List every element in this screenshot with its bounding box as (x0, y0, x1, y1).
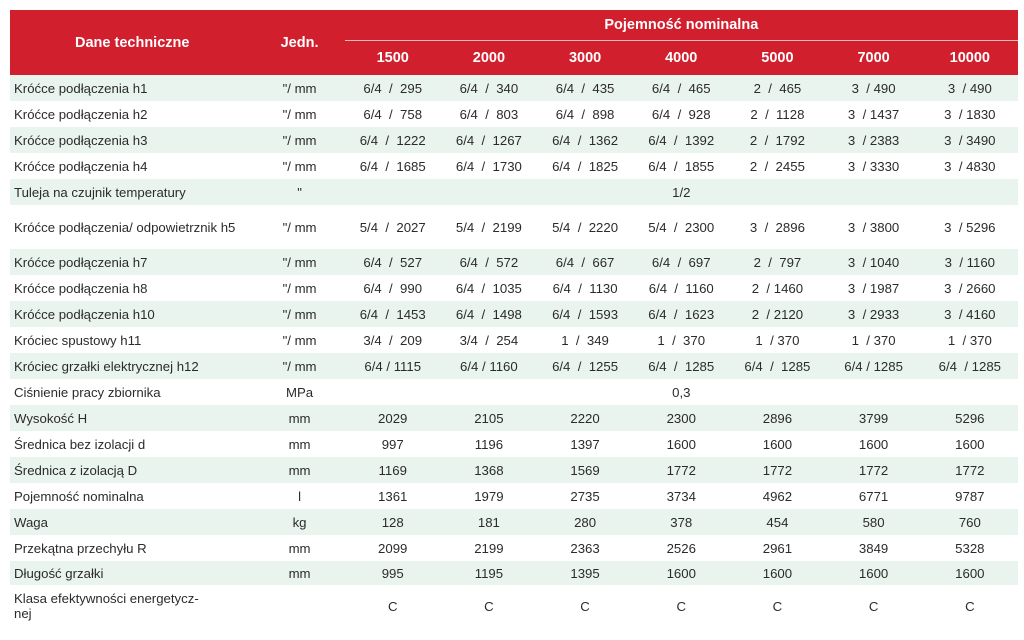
row-parameter: Tuleja na czujnik temperatury (10, 179, 254, 205)
row-value: 2526 (666, 540, 696, 556)
table-header (10, 10, 1018, 75)
row-value: 3734 (666, 488, 696, 504)
table-row (10, 327, 1018, 353)
row-value: 760 (922, 509, 1018, 535)
row-value: 1600 (955, 436, 985, 452)
row-parameter: Klasa efektywności energetycz- nej (14, 591, 199, 621)
row-value: 6/4 / 803 (459, 106, 519, 122)
row-value: 1361 (378, 488, 408, 504)
row-value: 3 / 4160 (922, 301, 1018, 327)
row-value: 9787 (955, 488, 985, 504)
table-row (10, 483, 1018, 509)
row-value: 3 / 2933 (826, 301, 922, 327)
row-value: 6/4 / 1130 (552, 280, 618, 296)
row-parameter: Króćce podłączenia h4 (14, 158, 148, 174)
row-value: 3/4 / 254 (459, 332, 519, 348)
row-parameter: Średnica bez izolacji d (14, 436, 146, 452)
technical-data-table-container (10, 10, 1018, 627)
row-value: 995 (345, 561, 441, 585)
row-unit (254, 585, 344, 627)
table-row (10, 249, 1018, 275)
row-value: 6/4 / 1285 (729, 353, 825, 379)
row-value: C (965, 598, 975, 614)
row-value: 5296 (922, 405, 1018, 431)
table-row (10, 205, 1018, 249)
row-value: 1 / 370 (755, 332, 800, 348)
row-unit: "/ mm (254, 127, 344, 153)
row-value: 1196 (474, 436, 504, 452)
table-row (10, 75, 1018, 101)
row-value: 6/4 / 1035 (455, 280, 522, 296)
row-value: 6/4 / 1392 (633, 127, 729, 153)
table-row (10, 101, 1018, 127)
header-parameter: Dane techniczne (10, 10, 254, 75)
table-row (10, 179, 1018, 205)
row-parameter: Króćce podłączenia h1 (10, 75, 254, 101)
row-value: 2029 (345, 405, 441, 431)
header-capacity: 5000 (729, 41, 825, 76)
row-value: 6/4 / 1222 (345, 127, 441, 153)
row-value: 2 / 797 (729, 249, 825, 275)
row-value: 1 / 370 (947, 332, 992, 348)
row-unit: MPa (285, 384, 314, 400)
row-value: 3 / 2896 (749, 219, 805, 235)
row-value: 3849 (858, 540, 889, 556)
row-value: C (580, 598, 590, 614)
header-capacity: 1500 (345, 41, 441, 76)
row-value: 1395 (537, 561, 633, 585)
row-parameter: Średnica z izolacją D (10, 457, 254, 483)
row-value: 6/4 / 1255 (537, 353, 633, 379)
row-unit: kg (254, 509, 344, 535)
header-capacity: 3000 (537, 41, 633, 76)
row-value: 2 / 2120 (729, 301, 825, 327)
row-value: 1600 (826, 561, 922, 585)
row-value: 1 / 370 (851, 332, 896, 348)
row-unit: "/ mm (282, 280, 317, 296)
row-value: 3 / 1437 (847, 106, 900, 122)
table-row (10, 457, 1018, 483)
row-value: 3 / 1040 (826, 249, 922, 275)
row-value: 6/4 / 667 (537, 249, 633, 275)
row-parameter: Przekątna przechyłu R (14, 540, 147, 556)
row-value: 6771 (858, 488, 889, 504)
row-unit: mm (288, 436, 311, 452)
row-parameter: Króciec spustowy h11 (14, 332, 142, 348)
row-unit: "/ mm (282, 106, 317, 122)
row-value: 5/4 / 2300 (648, 219, 715, 235)
row-value: 6/4 / 697 (633, 249, 729, 275)
row-value: 3 / 1160 (922, 249, 1018, 275)
row-unit: "/ mm (282, 158, 317, 174)
row-value: 2961 (762, 540, 793, 556)
row-value: 6/4 / 1593 (537, 301, 633, 327)
row-value: 6/4 / 1825 (552, 158, 619, 174)
row-unit: mm (254, 561, 344, 585)
row-value: 1 / 349 (561, 332, 609, 348)
row-value: 2 / 1792 (729, 127, 825, 153)
row-value: 3 / 3800 (847, 219, 900, 235)
row-parameter: Króćce podłączenia h10 (10, 301, 254, 327)
row-parameter: Króciec grzałki elektrycznej h12 (10, 353, 254, 379)
row-value: 181 (441, 509, 537, 535)
row-value: 6/4 / 1115 (345, 353, 441, 379)
row-value: C (772, 598, 783, 614)
row-unit: "/ mm (282, 332, 317, 348)
row-value: 1772 (633, 457, 729, 483)
row-parameter: Ciśnienie pracy zbiornika (14, 384, 161, 400)
row-value: 2105 (441, 405, 537, 431)
row-value: 6/4 / 1855 (648, 158, 715, 174)
table-row (10, 431, 1018, 457)
row-value: 6/4 / 1685 (359, 158, 426, 174)
row-value: 2099 (378, 540, 408, 556)
row-value: 2 / 2455 (749, 158, 805, 174)
row-value: 3799 (826, 405, 922, 431)
row-value: 580 (826, 509, 922, 535)
row-merged-value: 1/2 (345, 179, 1018, 205)
row-value: 2735 (570, 488, 600, 504)
row-value: 1772 (729, 457, 825, 483)
row-value: 1979 (474, 488, 504, 504)
row-value: 6/4 / 1285 (633, 353, 729, 379)
row-value: C (484, 598, 494, 614)
row-value: 1600 (762, 436, 793, 452)
row-value: 1772 (826, 457, 922, 483)
row-value: C (868, 598, 879, 614)
row-value: 1368 (441, 457, 537, 483)
row-value: 1169 (345, 457, 441, 483)
row-parameter: Króćce podłączenia h7 (10, 249, 254, 275)
row-unit: mm (254, 405, 344, 431)
table-row (10, 353, 1018, 379)
row-value: 2199 (474, 540, 504, 556)
row-parameter: Króćce podłączenia h3 (10, 127, 254, 153)
row-unit: l (298, 488, 302, 504)
row-value: 3 / 1830 (944, 106, 996, 122)
row-value: 6/4 / 295 (345, 75, 441, 101)
row-unit: "/ mm (254, 249, 344, 275)
row-unit: "/ mm (254, 75, 344, 101)
row-value: 378 (633, 509, 729, 535)
row-value: 6/4 / 990 (363, 280, 423, 296)
row-value: 6/4 / 465 (633, 75, 729, 101)
row-value: 280 (537, 509, 633, 535)
row-value: 2363 (570, 540, 600, 556)
table-row (10, 275, 1018, 301)
row-value: 6/4 / 758 (363, 106, 423, 122)
row-value: 1569 (537, 457, 633, 483)
row-unit: "/ mm (254, 353, 344, 379)
row-value: 1600 (922, 561, 1018, 585)
table-row (10, 301, 1018, 327)
table-row (10, 585, 1018, 627)
row-value: 3 / 3490 (922, 127, 1018, 153)
row-value: 6/4 / 928 (651, 106, 711, 122)
row-value: 6/4 / 1453 (345, 301, 441, 327)
row-value: 2300 (633, 405, 729, 431)
row-value: 6/4 / 1362 (537, 127, 633, 153)
header-capacity: 7000 (826, 41, 922, 76)
row-merged-value: 0,3 (672, 384, 691, 400)
row-value: 6/4 / 572 (441, 249, 537, 275)
row-value: 454 (729, 509, 825, 535)
row-value: 3 / 490 (922, 75, 1018, 101)
row-parameter: Króćce podłączenia/ odpowietrznik h5 (14, 219, 236, 235)
row-value: 5/4 / 2027 (359, 219, 426, 235)
row-value: C (387, 598, 398, 614)
table-row (10, 509, 1018, 535)
row-value: 1397 (570, 436, 600, 452)
table-row (10, 405, 1018, 431)
row-value: 6/4 / 1160 (648, 280, 714, 296)
row-unit: mm (288, 540, 311, 556)
header-unit: Jedn. (254, 10, 344, 75)
row-value: 1772 (922, 457, 1018, 483)
header-capacity-group: Pojemność nominalna (345, 10, 1018, 41)
table-row (10, 127, 1018, 153)
row-value: 5328 (955, 540, 985, 556)
row-value: 2 / 465 (729, 75, 825, 101)
row-value: 6/4 / 1285 (922, 353, 1018, 379)
row-value: 2 / 1460 (751, 280, 804, 296)
header-capacity: 10000 (922, 41, 1018, 76)
row-unit: "/ mm (254, 301, 344, 327)
row-value: 6/4 / 1285 (826, 353, 922, 379)
header-capacity: 4000 (633, 41, 729, 76)
row-value: 3 / 5296 (944, 219, 996, 235)
row-value: 5/4 / 2199 (455, 219, 522, 235)
row-value: 3 / 490 (826, 75, 922, 101)
row-value: 1600 (729, 561, 825, 585)
row-value: 6/4 / 527 (345, 249, 441, 275)
row-parameter: Króćce podłączenia h2 (14, 106, 148, 122)
table-row (10, 561, 1018, 585)
row-value: 3 / 2660 (944, 280, 996, 296)
row-value: 3 / 4830 (944, 158, 996, 174)
table-row (10, 379, 1018, 405)
table-body (10, 75, 1018, 627)
row-value: 1 / 370 (657, 332, 706, 348)
row-value: 6/4 / 340 (441, 75, 537, 101)
row-value: 6/4 / 1498 (441, 301, 537, 327)
row-value: 2 / 1128 (750, 106, 805, 122)
technical-data-table (10, 10, 1018, 627)
table-row (10, 535, 1018, 561)
row-value: 5/4 / 2220 (552, 219, 619, 235)
row-value: 6/4 / 1623 (633, 301, 729, 327)
row-value: 1600 (633, 561, 729, 585)
row-value: 3/4 / 209 (363, 332, 423, 348)
table-row (10, 153, 1018, 179)
row-value: 3 / 2383 (826, 127, 922, 153)
row-parameter: Długość grzałki (10, 561, 254, 585)
row-parameter: Króćce podłączenia h8 (14, 280, 148, 296)
row-value: 1600 (666, 436, 696, 452)
row-value: 1600 (858, 436, 889, 452)
row-value: C (676, 598, 686, 614)
row-parameter: Wysokość H (10, 405, 254, 431)
row-value: 128 (345, 509, 441, 535)
row-value: 997 (381, 436, 404, 452)
row-value: 4962 (762, 488, 793, 504)
row-parameter: Pojemność nominalna (14, 488, 144, 504)
row-unit: " (254, 179, 344, 205)
row-value: 3 / 1987 (847, 280, 900, 296)
row-parameter: Waga (10, 509, 254, 535)
row-unit: mm (254, 457, 344, 483)
row-value: 1195 (441, 561, 537, 585)
row-value: 3 / 3330 (847, 158, 900, 174)
row-unit: "/ mm (282, 219, 317, 235)
row-value: 2896 (729, 405, 825, 431)
row-value: 6/4 / 1267 (441, 127, 537, 153)
row-value: 6/4 / 1730 (455, 158, 522, 174)
row-value: 2220 (537, 405, 633, 431)
row-value: 6/4 / 898 (555, 106, 615, 122)
row-value: 6/4 / 435 (537, 75, 633, 101)
row-value: 6/4 / 1160 (441, 353, 537, 379)
header-capacity: 2000 (441, 41, 537, 76)
